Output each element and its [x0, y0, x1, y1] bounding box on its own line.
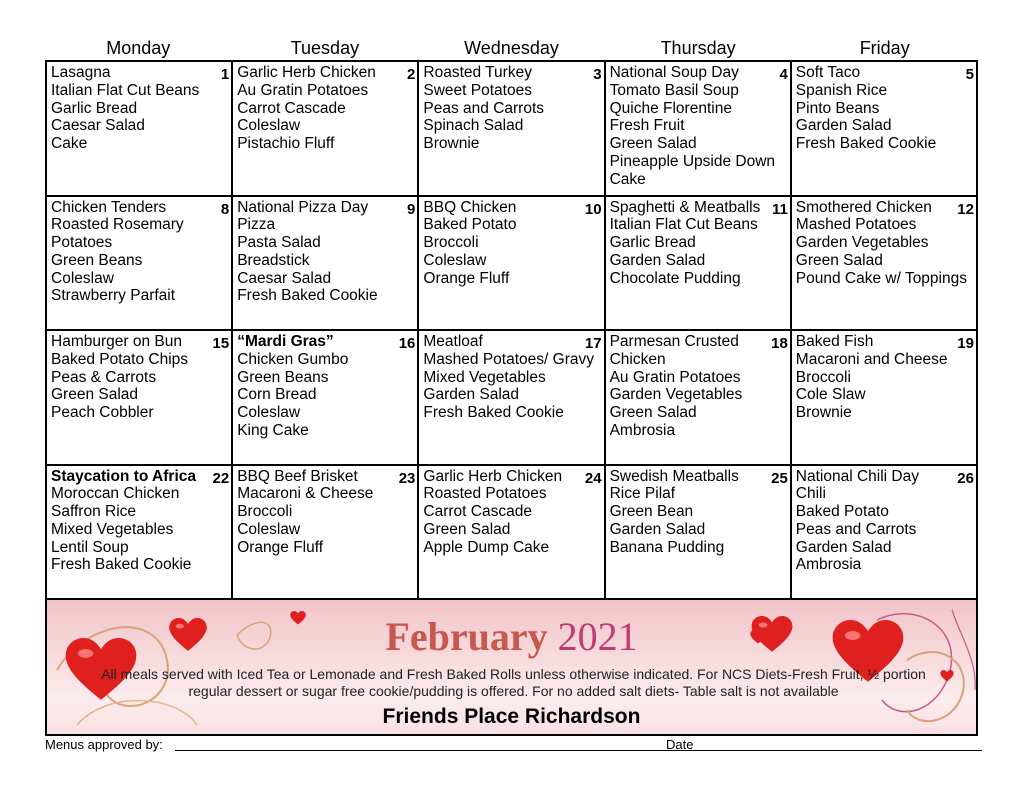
day-number: 24 — [584, 469, 602, 487]
day-cell — [47, 466, 233, 601]
day-cell — [419, 466, 605, 601]
menu-item: Coleslaw — [237, 520, 301, 538]
menu-item: Corn Bread — [237, 386, 317, 404]
menu-item: Garden Salad — [423, 386, 520, 404]
menu-item: Garden Salad — [795, 117, 892, 135]
banner-title — [47, 614, 976, 660]
menu-item: Baked Potato — [423, 216, 517, 234]
day-cell — [606, 62, 792, 197]
menu-item-list — [51, 64, 228, 153]
menu-item: Au Gratin Potatoes — [237, 81, 369, 99]
day-number: 22 — [212, 469, 230, 487]
menu-item-list — [237, 468, 414, 557]
day-cell — [792, 466, 978, 601]
menu-item: Caesar Salad — [51, 117, 145, 135]
menu-item: Strawberry Parfait — [51, 287, 176, 305]
menu-item-list — [610, 64, 787, 189]
menu-item: Pizza — [237, 216, 276, 234]
day-number: 26 — [957, 469, 974, 487]
menu-item-list — [796, 199, 973, 288]
day-cell — [419, 331, 605, 466]
day-header-thursday: Thursday — [660, 38, 736, 58]
menu-item: Green Bean — [609, 503, 694, 521]
menu-item-list — [423, 468, 600, 557]
day-number: 3 — [593, 66, 602, 83]
day-number: 5 — [965, 66, 974, 83]
menu-item: Quiche Florentine — [609, 99, 732, 117]
day-number: 19 — [957, 335, 974, 352]
menu-item: Coleslaw — [237, 117, 301, 135]
menu-item: Meatloaf — [423, 333, 483, 350]
menu-item: Fresh Fruit — [609, 117, 685, 135]
menu-item: Green Salad — [609, 404, 697, 422]
approved-by-signature-line — [175, 750, 709, 751]
menu-item: Carrot Cascade — [423, 503, 532, 521]
menu-item: Orange Fluff — [423, 269, 510, 287]
menu-item: Coleslaw — [51, 269, 114, 287]
menu-item: Pasta Salad — [237, 234, 321, 252]
menu-item: Green Salad — [795, 251, 883, 269]
menu-item: Garlic Bread — [51, 99, 138, 117]
menu-item: Fresh Baked Cookie — [423, 404, 564, 422]
menu-item: Banana Pudding — [609, 538, 725, 556]
menu-item: Fresh Baked Cookie — [795, 135, 937, 153]
day-number: 18 — [771, 335, 788, 352]
menu-item-list — [51, 468, 228, 575]
day-cell — [233, 466, 419, 601]
date-signature-line — [697, 750, 982, 751]
day-number: 8 — [220, 200, 230, 218]
menu-item: Spaghetti & Meatballs — [609, 198, 761, 216]
menu-item: Roasted Potatoes — [423, 485, 547, 503]
menu-item-list — [237, 333, 414, 440]
menu-item: Cake — [51, 135, 88, 153]
menu-item: Brownie — [423, 135, 480, 153]
menu-item: Coleslaw — [237, 404, 301, 422]
day-cell — [233, 62, 419, 197]
day-number: 2 — [407, 66, 416, 83]
day-number: 4 — [779, 66, 788, 83]
menu-item: Garlic Herb Chicken — [423, 467, 563, 485]
menu-item: Brownie — [795, 404, 852, 422]
day-cell — [419, 62, 605, 197]
day-number: 16 — [398, 335, 416, 352]
menu-item: Macaroni and Cheese — [795, 350, 948, 368]
approved-by-label: Menus approved by: — [45, 737, 163, 752]
day-header-monday: Monday — [106, 38, 171, 58]
menu-item-list — [796, 64, 973, 153]
day-header-wednesday: Wednesday — [464, 38, 559, 58]
menu-item: Au Gratin Potatoes — [609, 368, 741, 386]
menu-item: Mixed Vegetables — [423, 368, 546, 386]
menu-item: Tomato Basil Soup — [609, 81, 739, 99]
menu-item: Garlic Herb Chicken — [237, 64, 376, 81]
approval-footer — [45, 736, 982, 754]
menu-item-list — [423, 64, 600, 153]
menu-item: Breadstick — [237, 251, 310, 269]
menu-item: Spanish Rice — [795, 81, 888, 99]
menu-item: Fresh Baked Cookie — [51, 556, 192, 574]
menu-item: Garlic Bread — [609, 234, 696, 252]
menu-item: Hamburger on Bun — [51, 333, 182, 350]
menu-item: Chili — [795, 485, 826, 503]
day-cell — [792, 331, 978, 466]
menu-item: Mixed Vegetables — [51, 520, 174, 538]
day-cell — [47, 331, 233, 466]
day-header-friday: Friday — [859, 38, 910, 58]
menu-item: Pound Cake w/ Toppings — [795, 269, 967, 287]
day-number: 10 — [584, 200, 602, 218]
menu-item: Roasted Turkey — [423, 64, 532, 81]
menu-item: Chicken Gumbo — [237, 350, 349, 368]
menu-item: Rice Pilaf — [609, 485, 676, 503]
menu-item: King Cake — [237, 421, 309, 439]
menu-item: Parmesan Crusted Chicken — [609, 333, 739, 368]
menu-item: Baked Fish — [795, 333, 874, 350]
menu-item: Peas & Carrots — [51, 368, 157, 386]
menu-item: Italian Flat Cut Beans — [51, 81, 200, 99]
menu-item: Green Salad — [423, 520, 511, 538]
organization-name: Friends Place Richardson — [382, 705, 641, 728]
menu-item: Sweet Potatoes — [423, 81, 532, 99]
menu-item: Mashed Potatoes/ Gravy — [423, 350, 594, 368]
menu-item-list — [423, 333, 600, 422]
menu-item: Roasted Rosemary Potatoes — [51, 216, 184, 252]
menu-item: Garden Vegetables — [609, 386, 743, 404]
day-cell — [606, 466, 792, 601]
menu-item: Caesar Salad — [237, 269, 332, 287]
day-number: 15 — [212, 335, 230, 352]
menu-item: BBQ Beef Brisket — [237, 467, 358, 485]
menu-item: National Pizza Day — [237, 198, 369, 216]
menu-item: Broccoli — [795, 368, 851, 386]
menu-item: Ambrosia — [609, 421, 676, 439]
menu-item: Pinto Beans — [795, 99, 880, 117]
day-header-tuesday: Tuesday — [290, 38, 360, 58]
day-cell — [792, 62, 978, 197]
menu-item: Pineapple Upside Down Cake — [609, 152, 776, 188]
menu-item: BBQ Chicken — [423, 198, 517, 216]
menu-item: Peas and Carrots — [423, 99, 545, 117]
menu-item: Fresh Baked Cookie — [237, 287, 378, 305]
day-number: 12 — [957, 200, 974, 218]
menu-item: Broccoli — [237, 503, 293, 521]
menu-item: Green Beans — [237, 368, 329, 386]
menu-item: Staycation to Africa — [51, 467, 196, 485]
menu-item: Garden Salad — [609, 520, 706, 538]
day-cell — [233, 197, 419, 332]
menu-calendar-grid — [45, 60, 978, 600]
day-number: 1 — [220, 66, 230, 83]
menu-item-list — [610, 199, 787, 288]
menu-item: Baked Potato — [795, 503, 889, 521]
menu-item: Macaroni & Cheese — [237, 485, 374, 503]
menu-item: Apple Dump Cake — [423, 538, 550, 556]
menu-item: Smothered Chicken — [795, 198, 932, 216]
menu-item: “Mardi Gras” — [237, 333, 334, 350]
menu-item: Swedish Meatballs — [609, 467, 739, 485]
day-number: 9 — [407, 200, 416, 218]
menu-item: Cole Slaw — [795, 386, 866, 404]
day-cell — [606, 197, 792, 332]
menu-item: Garden Vegetables — [795, 234, 929, 252]
menu-item: Peach Cobbler — [51, 404, 154, 422]
date-label: Date — [666, 737, 694, 752]
day-cell — [233, 331, 419, 466]
menu-item: Baked Potato Chips — [51, 350, 189, 368]
day-number: 23 — [398, 469, 416, 487]
menu-item: Mashed Potatoes — [795, 216, 917, 234]
menu-item: Saffron Rice — [51, 503, 137, 521]
menu-item: Orange Fluff — [237, 538, 324, 556]
day-number: 11 — [771, 200, 788, 218]
menu-item-list — [423, 199, 600, 288]
menu-item: Chocolate Pudding — [609, 269, 741, 287]
menu-item: Garden Salad — [609, 251, 706, 269]
day-cell — [419, 197, 605, 332]
menu-item: Chicken Tenders — [51, 198, 167, 216]
menu-item: Green Salad — [51, 386, 139, 404]
day-cell — [47, 197, 233, 332]
menu-item: Soft Taco — [795, 64, 861, 81]
day-cell — [792, 197, 978, 332]
menu-item-list — [51, 333, 228, 422]
menu-item: National Soup Day — [609, 64, 739, 81]
menu-item: Peas and Carrots — [795, 520, 917, 538]
menu-item: Carrot Cascade — [237, 99, 346, 117]
menu-item-list — [796, 333, 973, 422]
banner-month: February — [385, 614, 548, 659]
day-headers — [45, 36, 978, 60]
menu-item-list — [237, 64, 414, 153]
day-cell — [606, 331, 792, 466]
menu-item: Spinach Salad — [423, 117, 524, 135]
menu-item: Lentil Soup — [51, 538, 129, 556]
menu-item: Italian Flat Cut Beans — [609, 216, 758, 234]
heart-icon — [940, 670, 954, 682]
menu-item: Broccoli — [423, 234, 479, 252]
menu-item-list — [796, 468, 973, 575]
menu-item-list — [51, 199, 228, 306]
day-number: 25 — [771, 469, 788, 487]
menu-item-list — [610, 333, 787, 440]
day-number: 17 — [584, 335, 602, 352]
menu-item: Garden Salad — [795, 538, 892, 556]
banner-year: 2021 — [557, 614, 638, 659]
menu-item-list — [610, 468, 787, 557]
menu-item: Green Salad — [609, 135, 697, 153]
menu-item: Pistachio Fluff — [237, 135, 335, 153]
menu-item: Green Beans — [51, 251, 143, 269]
menu-item: Ambrosia — [795, 556, 862, 574]
menu-item: Coleslaw — [423, 251, 487, 269]
menu-item: Moroccan Chicken — [51, 485, 180, 503]
month-banner — [45, 600, 978, 736]
menu-item: Lasagna — [51, 64, 111, 81]
menu-item: National Chili Day — [795, 467, 919, 485]
menu-item-list — [237, 199, 414, 306]
meal-policy-note: All meals served with Iced Tea or Lemonade and Fresh Baked Rolls unless otherwise indicated. For NCS Diets-Fresh Fruit, ½ portion regular dessert or sugar free cookie/pudding is offered. For no added salt diets- Table salt is not available — [101, 666, 926, 699]
day-cell — [47, 62, 233, 197]
